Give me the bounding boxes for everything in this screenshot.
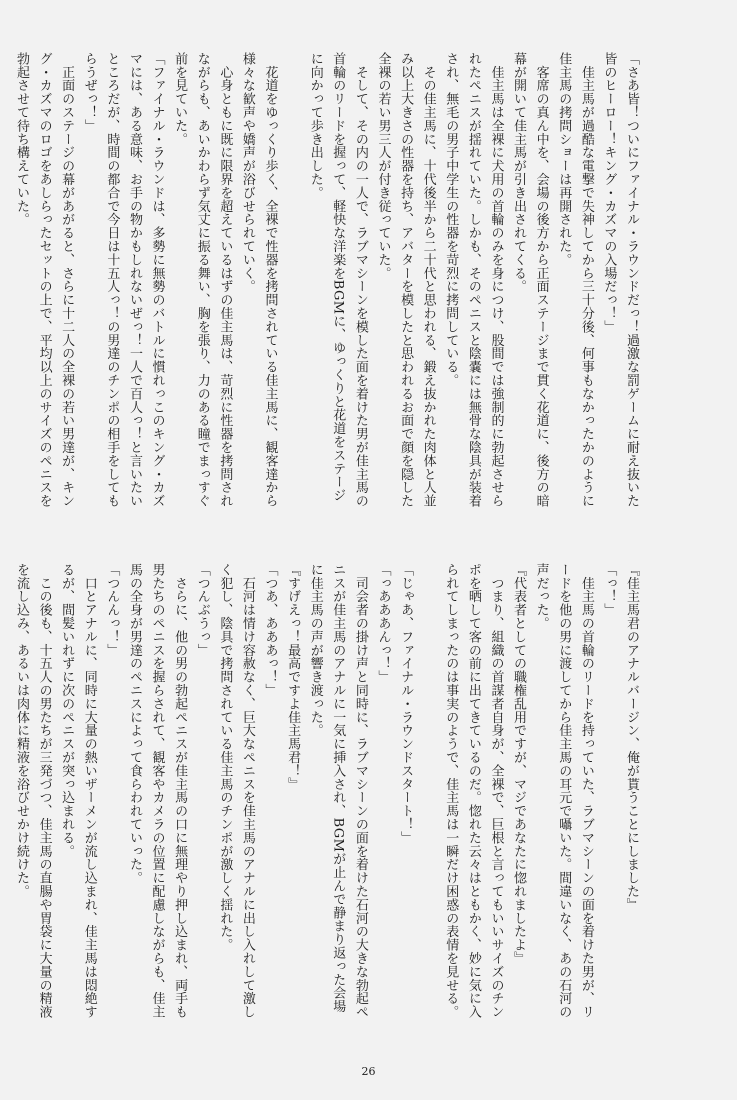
text-line: 心身ともに既に限界を超えているはずの佳主馬は、苛烈に性器を拷問され <box>217 52 233 508</box>
text-line: 「っあああんっ！」 <box>375 563 391 684</box>
text-line: ところだが、時間の都合で今日は十五人っ！の男達のチンポの相手をしても <box>104 52 120 508</box>
text-line: 様々な歓声や嬌声が浴びせられていく。 <box>239 52 255 294</box>
text-line: 声だった。 <box>533 563 549 630</box>
text-line: 「っ！」 <box>601 563 617 617</box>
text-line: 「つあ、あああっ！」 <box>262 563 278 697</box>
text-line <box>416 563 439 1025</box>
text-line: 佳主馬が過酷な電撃で失神してから三十分後、何事もなかったかのように <box>578 52 594 508</box>
text-line: 「ファイナル・ラウンドは、多勢に無勢のバトルに慣れっこのキング・カズ <box>149 52 165 508</box>
text-line: く犯し、陰具で拷問されている佳主馬のチンポが激しく揺れた。 <box>217 563 233 952</box>
text-line: 『代表者としての職権乱用ですが、マジであなたに惚れましたよ』 <box>511 563 527 965</box>
text-line: 口とアナルに、同時に大量の熱いザーメンが流し込まれ、佳主馬は悶絶す <box>81 563 97 1019</box>
text-line: 『すげえっ！最高ですよ佳主馬君！』 <box>285 563 301 791</box>
text-line: マには、ある意味、お手の物かもしれないぜっ！一人で百人っ！と言いたい <box>126 52 142 508</box>
text-line: 正面のステージの幕があがると、さらに十二人の全裸の若い男達が、キン <box>59 52 75 508</box>
text-line: 「つんぶうっ」 <box>194 563 210 657</box>
text-line: を流し込み、あるいは肉体に精液を浴びせかけ続けた。 <box>13 563 29 898</box>
text-line: 全裸の若い男三人が付き従っていた。 <box>375 52 391 280</box>
text-block-upper <box>13 52 642 514</box>
text-line: 佳主馬の首輪のリードを持っていた、ラブマシーンの面を着けた男が、リ <box>578 563 594 1019</box>
text-line: み以上大きさの性器を持ち、アバターを模したと思われるお面で顔を隠した <box>398 52 414 508</box>
text-line: に向かって歩き出した。 <box>307 52 323 200</box>
text-line: ニスが佳主馬のアナルに一気に挿入され、BGMが止んで静まり返った会場 <box>330 563 346 1014</box>
text-line: 「つんんっ！」 <box>104 563 120 657</box>
text-line: 佳主馬の拷問ショーは再開された。 <box>556 52 572 267</box>
text-line: 皆のヒーロー！キング・カズマの入場だっ！」 <box>601 52 617 334</box>
text-line: この後も、十五人の男たちが三発づつ、佳主馬の直腸や胃袋に大量の精液 <box>36 563 52 1019</box>
text-line: 司会者の掛け声と同時に、ラブマシーンの面を着けた石河の大きな勃起ペ <box>352 563 368 1019</box>
text-line: ポを晒して客の前に出てきているのだ。惚れた云々はともかく、妙に気に入 <box>465 563 481 1019</box>
text-line: 幕が開いて佳主馬が引き出されてくる。 <box>511 52 527 294</box>
text-line: され、無毛の男子中学生の性器を苛烈に拷問している。 <box>443 52 459 387</box>
text-line: 「さあ皆！ついにファイナル・ラウンドだっ！過激な罰ゲームに耐え抜いた <box>624 52 639 508</box>
text-line: れたペニスが揺れていた。しかも、そのペニスと陰嚢には無骨な陰具が装着 <box>465 52 481 508</box>
text-line: るが、間髪いれずに次のペニスが突っ込まれる。 <box>59 563 75 858</box>
text-line: 花道をゆっくり歩く、全裸で性器を拷問されている佳主馬に、観客達から <box>262 52 278 508</box>
text-line: つまり、組織の首謀者自身が、全裸で、巨根と言ってもいいサイズのチン <box>488 563 504 1019</box>
text-line: らうぜっ！」 <box>81 52 97 133</box>
text-line: 石河は情け容赦なく、巨大なペニスを佳主馬のアナルに出し入れして激し <box>239 563 255 1019</box>
text-line: さらに、他の男の勃起ペニスが佳主馬の口に無理やり押し込まれ、両手も <box>172 563 188 1019</box>
text-line: その佳主馬に、十代後半から二十代と思われる、鍛え抜かれた肉体と人並 <box>420 52 436 508</box>
text-line: に佳主馬の声が響き渡った。 <box>307 563 323 738</box>
text-line: 男たちのペニスを握らされて、観客やカメラの位置に配慮しながらも、佳主 <box>149 563 165 1019</box>
text-line: ながらも、あいかわらず気丈に振る舞い、胸を張り、力のある瞳でまっすぐ <box>194 52 210 508</box>
text-line: 佳主馬は全裸に犬用の首輪のみを身につけ、股間では強制的に勃起させら <box>488 52 504 508</box>
text-line <box>281 52 304 514</box>
text-line: 首輪のリードを握って、軽快な洋楽をBGMに、ゆっくりと花道をステージ <box>330 52 346 503</box>
text-line: そして、その内の一人で、ラブマシーンを模した面を着けた男が佳主馬の <box>352 52 368 508</box>
text-line: ードを他の男に渡してから佳主馬の耳元で囁いた。間違いなく、あの石河の <box>556 563 572 1019</box>
text-line: 勃起させて待ち構えていた。 <box>13 52 29 227</box>
text-line: られてしまったのは事実のようで、佳主馬は一瞬だけ困惑の表情を見せる。 <box>443 563 459 1019</box>
text-line: 前を見ていた。 <box>172 52 188 146</box>
text-line: グ・カズマのロゴをあしらったセットの上で、平均以上のサイズのペニスを <box>36 52 52 508</box>
text-line: 馬の全身が男達のペニスによって食らわれていった。 <box>126 563 142 885</box>
text-line: 「じゃあ、ファイナル・ラウンドスタート！」 <box>398 563 414 845</box>
text-line: 客席の真ん中を、会場の後方から正面ステージまで貫く花道に、後方の暗 <box>533 52 549 508</box>
text-line: 『佳主馬君のアナルバージン、俺が貰うことにしました』 <box>624 563 639 912</box>
page-number: 26 <box>361 1065 376 1078</box>
text-block-lower <box>13 563 642 1025</box>
